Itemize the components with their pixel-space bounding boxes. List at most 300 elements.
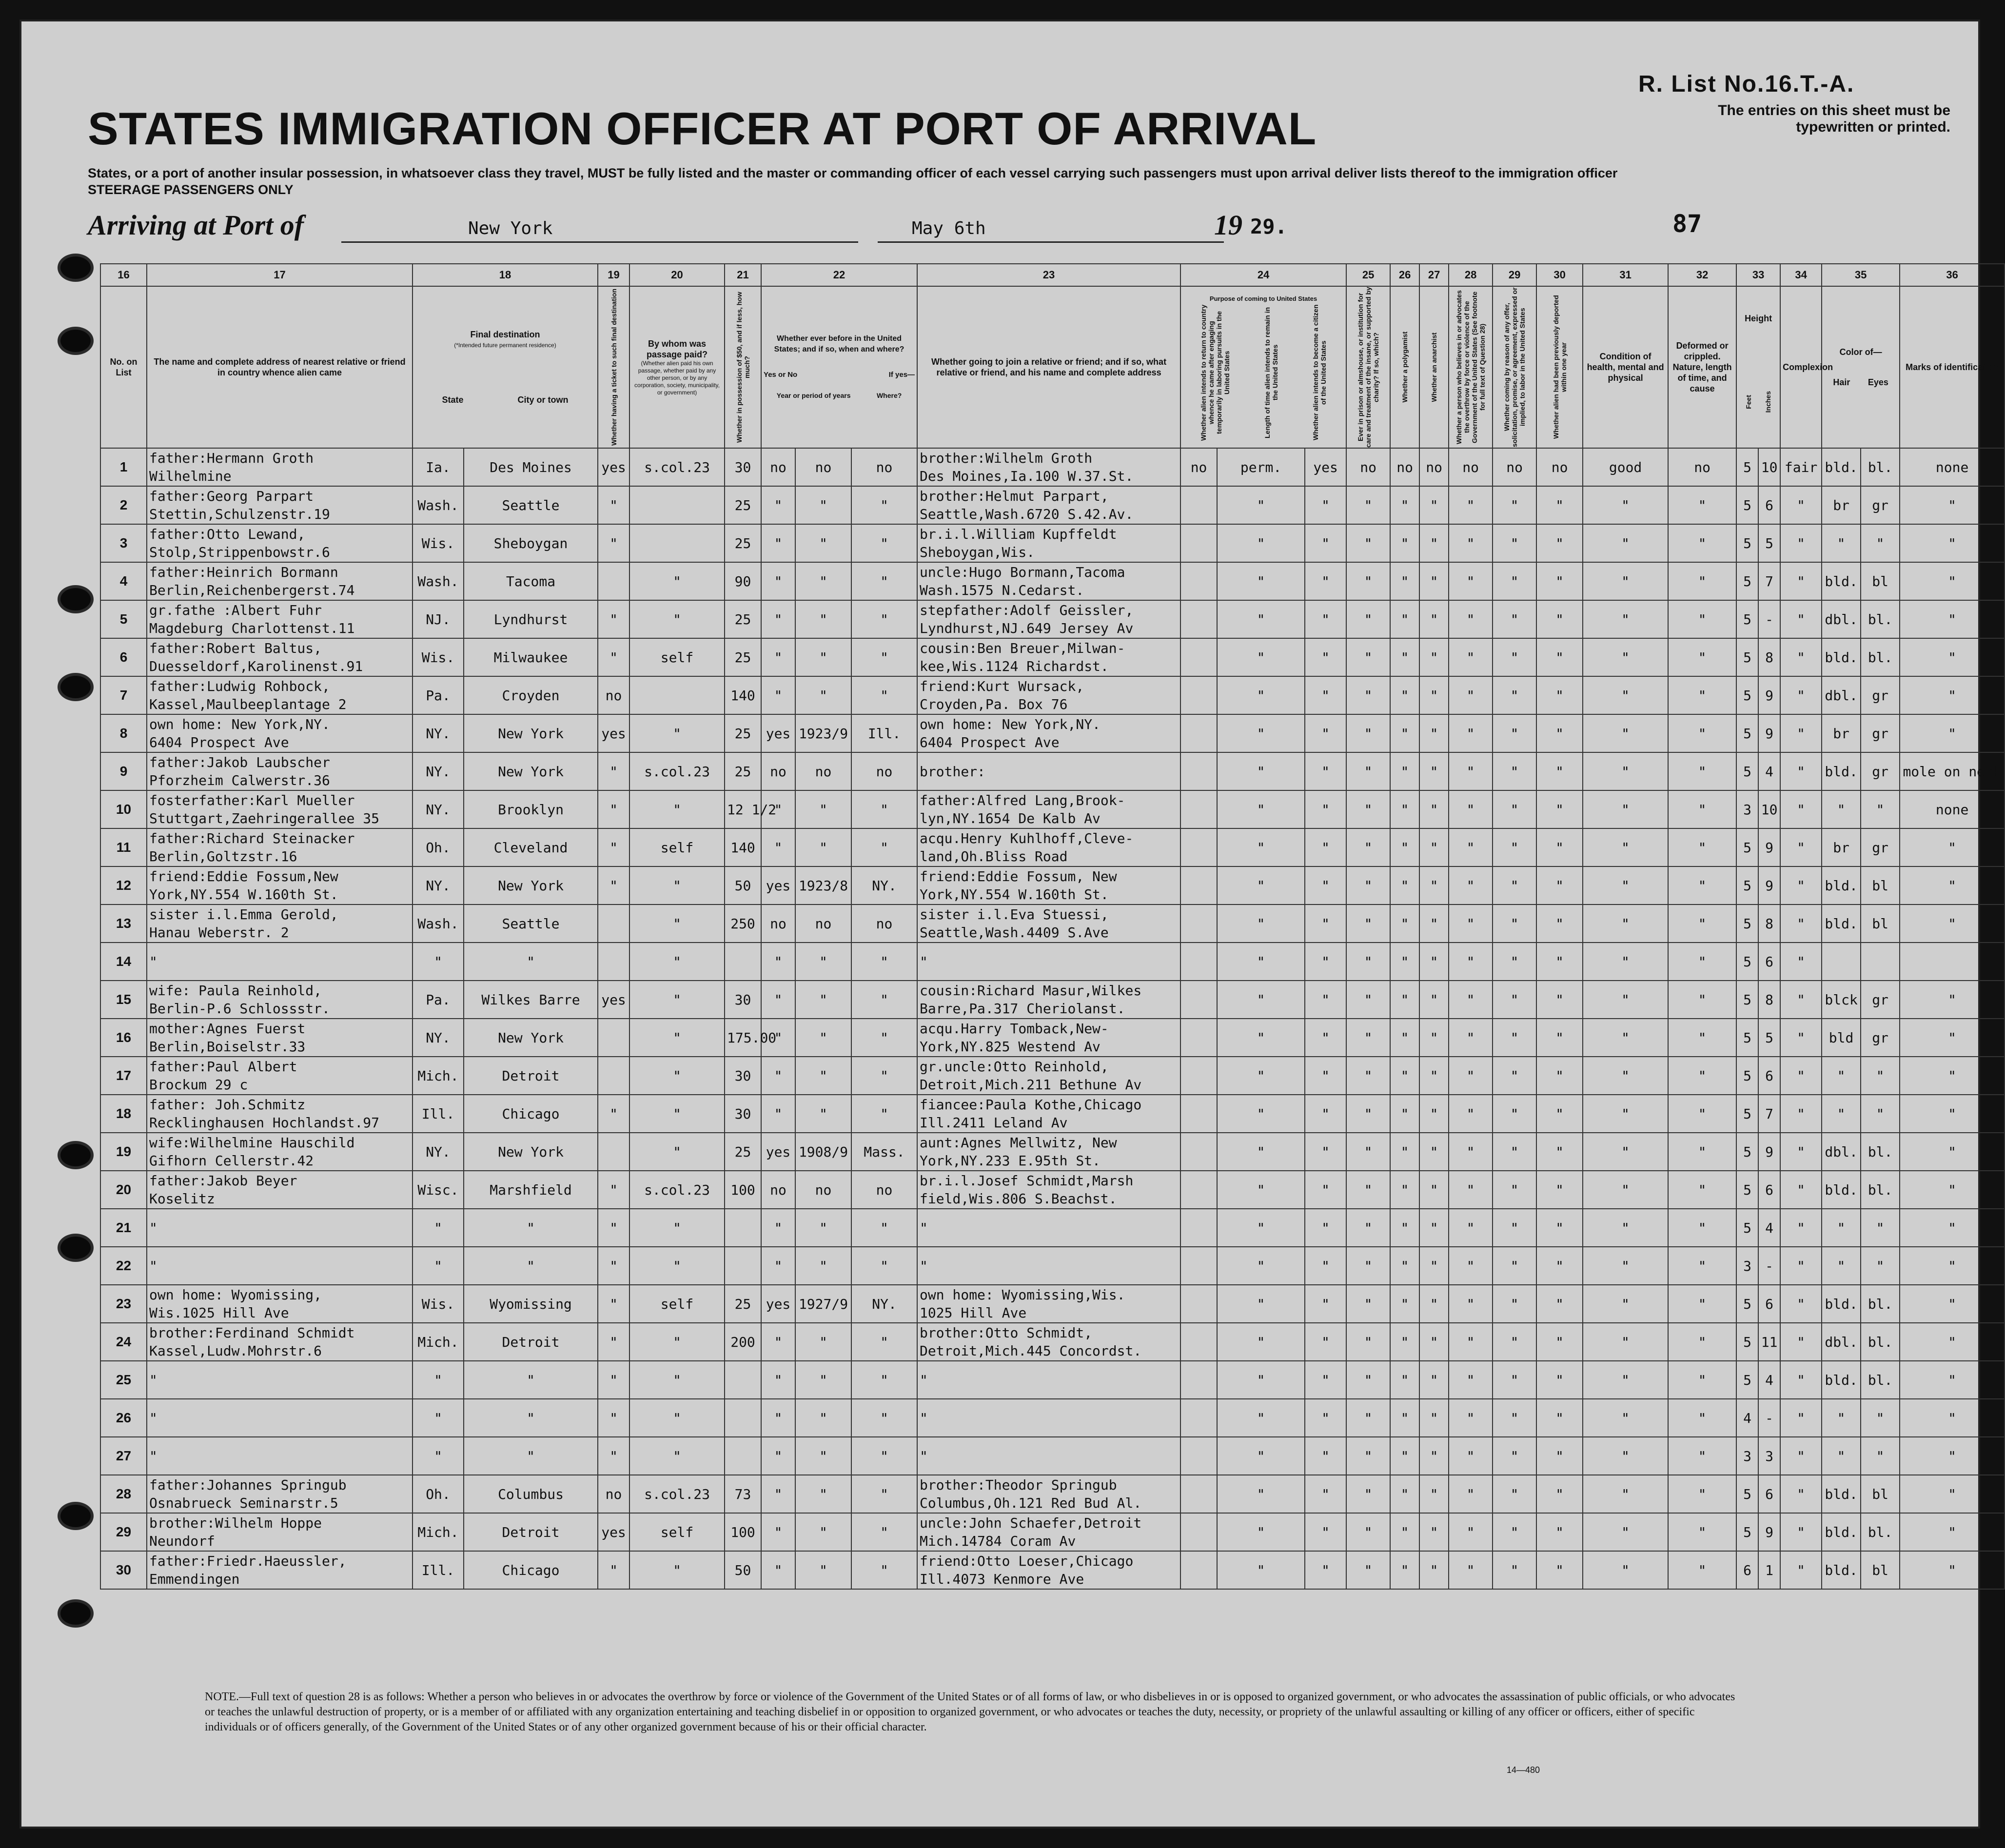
marks-cell: ": [1900, 1209, 2005, 1247]
before-year-cell: ": [795, 1247, 851, 1285]
deformed-cell: ": [1668, 1285, 1736, 1323]
offer-cell: ": [1493, 1323, 1536, 1361]
money-cell: 73: [725, 1475, 761, 1513]
state-cell: ": [413, 1247, 464, 1285]
state-cell: ": [413, 1399, 464, 1437]
offer-cell: ": [1493, 1095, 1536, 1133]
money-cell: [725, 1399, 761, 1437]
prison-cell: ": [1346, 1437, 1390, 1475]
offer-cell: ": [1493, 524, 1536, 562]
polygamist-cell: ": [1390, 904, 1419, 943]
complexion-cell: ": [1780, 486, 1822, 524]
prison-cell: ": [1346, 486, 1390, 524]
prison-cell: ": [1346, 1019, 1390, 1057]
health-cell: ": [1583, 714, 1668, 752]
feet-cell: 5: [1736, 1171, 1758, 1209]
passage-paid-cell: [629, 486, 725, 524]
purpose-length-cell: ": [1217, 790, 1305, 828]
city-cell: New York: [464, 714, 598, 752]
joining-cell-line2: York,NY.554 W.160th St.: [920, 886, 1109, 903]
relative-address-line2: ": [149, 1219, 157, 1236]
passage-paid-cell: ": [629, 1095, 725, 1133]
joining-cell: [917, 600, 1180, 638]
city-cell: ": [464, 1437, 598, 1475]
money-cell: 250: [725, 904, 761, 943]
binder-hole: [58, 327, 94, 355]
state-cell: Oh.: [413, 828, 464, 866]
overthrow-cell: ": [1449, 1285, 1493, 1323]
complexion-cell: ": [1780, 1019, 1822, 1057]
joining-cell-line1: brother:: [920, 763, 985, 780]
money-cell: [725, 1247, 761, 1285]
purpose-citizen-label: Whether alien intends to become a citizen of the United States: [1312, 304, 1328, 441]
polygamist-cell: ": [1390, 866, 1419, 904]
before-year-cell: ": [795, 1209, 851, 1247]
overthrow-cell: ": [1449, 1551, 1493, 1589]
joining-cell: [917, 448, 1180, 486]
deformed-cell: ": [1668, 524, 1736, 562]
ticket-cell: ": [598, 828, 629, 866]
joining-cell-line1: fiancee:Paula Kothe,Chicago: [920, 1097, 1142, 1113]
deformed-cell: ": [1668, 714, 1736, 752]
purpose-citizen-cell: ": [1305, 1513, 1346, 1551]
header-deformed: Deformed or crippled. Nature, length of time, and cause: [1668, 286, 1736, 448]
offer-cell: ": [1493, 1513, 1536, 1551]
purpose-return-cell: [1180, 714, 1217, 752]
hair-cell: br: [1822, 714, 1861, 752]
city-cell: Seattle: [464, 486, 598, 524]
before-year-cell: ": [795, 981, 851, 1019]
deformed-cell: ": [1668, 600, 1736, 638]
row-number: 12: [100, 866, 147, 904]
deformed-cell: ": [1668, 943, 1736, 981]
overthrow-cell: ": [1449, 1513, 1493, 1551]
before-yes-no-cell: ": [761, 1437, 795, 1475]
joining-cell: [917, 828, 1180, 866]
purpose-citizen-cell: ": [1305, 1133, 1346, 1171]
column-number: 18: [413, 264, 598, 286]
offer-cell: ": [1493, 752, 1536, 790]
binder-hole: [58, 585, 94, 613]
complexion-cell: ": [1780, 714, 1822, 752]
ticket-cell: ": [598, 752, 629, 790]
table-row: [100, 1399, 2005, 1437]
inches-cell: -: [1758, 600, 1780, 638]
marks-cell: ": [1900, 1171, 2005, 1209]
relative-address: [147, 1323, 413, 1361]
row-number: 22: [100, 1247, 147, 1285]
purpose-citizen-cell: ": [1305, 1361, 1346, 1399]
row-number: 19: [100, 1133, 147, 1171]
ticket-cell: [598, 943, 629, 981]
health-cell: ": [1583, 600, 1668, 638]
state-cell: Mich.: [413, 1323, 464, 1361]
table-row: [100, 1133, 2005, 1171]
relative-address-line2: ": [149, 953, 157, 970]
hair-cell: br: [1822, 828, 1861, 866]
eyes-cell: bl: [1861, 866, 1900, 904]
anarchist-cell: ": [1419, 600, 1449, 638]
ticket-cell: ": [598, 1551, 629, 1589]
marks-cell: ": [1900, 1285, 2005, 1323]
table-row: [100, 448, 2005, 486]
prison-label: Ever in prison or almshouse, or institution for care and treatment of the insane, or supported by charity? If so, which?: [1356, 287, 1380, 448]
before-where-cell: ": [851, 638, 917, 676]
joining-cell-line2: ": [920, 1258, 928, 1274]
eyes-cell: gr: [1861, 981, 1900, 1019]
polygamist-cell: ": [1390, 524, 1419, 562]
health-cell: ": [1583, 1285, 1668, 1323]
relative-address: [147, 714, 413, 752]
city-cell: Wyomissing: [464, 1285, 598, 1323]
hair-cell: bld.: [1822, 1361, 1861, 1399]
table-row: [100, 1057, 2005, 1095]
before-where-cell: ": [851, 1057, 917, 1095]
offer-cell: ": [1493, 1475, 1536, 1513]
polygamist-cell: ": [1390, 1095, 1419, 1133]
joining-cell-line2: Sheboygan,Wis.: [920, 544, 1035, 560]
purpose-length-cell: ": [1217, 676, 1305, 714]
purpose-length-cell: ": [1217, 904, 1305, 943]
passage-paid-cell: ": [629, 1209, 725, 1247]
joining-cell-line2: land,Oh.Bliss Road: [920, 848, 1068, 865]
money-cell: 25: [725, 1133, 761, 1171]
header-height: [1736, 286, 1780, 448]
joining-cell: [917, 1399, 1180, 1437]
anarchist-cell: ": [1419, 1513, 1449, 1551]
ticket-cell: ": [598, 524, 629, 562]
purpose-citizen-cell: ": [1305, 1019, 1346, 1057]
final-destination-note: (*Intended future permanent residence): [454, 342, 556, 349]
hair-cell: bld.: [1822, 1551, 1861, 1589]
port-value: New York: [468, 218, 553, 238]
joining-cell-line2: Detroit,Mich.211 Bethune Av: [920, 1077, 1142, 1093]
relative-address-line1: father:Hermann Groth: [149, 450, 314, 466]
polygamist-cell: ": [1390, 1475, 1419, 1513]
polygamist-cell: ": [1390, 1323, 1419, 1361]
form-number: 14—480: [1507, 1765, 1540, 1775]
joining-cell: [917, 1057, 1180, 1095]
row-number: 25: [100, 1361, 147, 1399]
health-cell: ": [1583, 866, 1668, 904]
table-row: [100, 943, 2005, 981]
passage-paid-cell: ": [629, 1019, 725, 1057]
polygamist-cell: ": [1390, 1513, 1419, 1551]
header-feet: Feet: [1745, 394, 1753, 409]
relative-address: [147, 1361, 413, 1399]
purpose-length-cell: ": [1217, 866, 1305, 904]
prison-cell: ": [1346, 1171, 1390, 1209]
prison-cell: ": [1346, 676, 1390, 714]
table-row: [100, 1361, 2005, 1399]
row-number: 4: [100, 562, 147, 600]
joining-cell-line1: own home: Wyomissing,Wis.: [920, 1287, 1125, 1303]
header-passage-paid: [629, 286, 725, 448]
table-row: [100, 981, 2005, 1019]
eyes-cell: bl.: [1861, 1513, 1900, 1551]
purpose-return-cell: [1180, 1323, 1217, 1361]
prison-cell: ": [1346, 828, 1390, 866]
health-cell: ": [1583, 1475, 1668, 1513]
joining-cell: [917, 1095, 1180, 1133]
before-year-cell: ": [795, 943, 851, 981]
purpose-length-cell: ": [1217, 1475, 1305, 1513]
marks-cell: none: [1900, 790, 2005, 828]
deported-cell: ": [1536, 981, 1583, 1019]
anarchist-cell: ": [1419, 638, 1449, 676]
before-yes-no-cell: ": [761, 1209, 795, 1247]
anarchist-cell: ": [1419, 1133, 1449, 1171]
prison-cell: ": [1346, 524, 1390, 562]
complexion-cell: ": [1780, 1247, 1822, 1285]
relative-address-line1: father:Otto Lewand,: [149, 526, 306, 542]
city-cell: Chicago: [464, 1095, 598, 1133]
passage-paid-cell: ": [629, 1323, 725, 1361]
joining-cell: [917, 638, 1180, 676]
before-where-cell: ": [851, 1475, 917, 1513]
money-cell: 50: [725, 1551, 761, 1589]
eyes-cell: bl: [1861, 562, 1900, 600]
health-cell: ": [1583, 1133, 1668, 1171]
complexion-cell: ": [1780, 1209, 1822, 1247]
hair-cell: ": [1822, 1247, 1861, 1285]
joining-cell-line2: kee,Wis.1124 Richardst.: [920, 658, 1109, 674]
state-cell: ": [413, 1209, 464, 1247]
anarchist-cell: ": [1419, 1475, 1449, 1513]
deported-cell: ": [1536, 1437, 1583, 1475]
state-cell: Wash.: [413, 486, 464, 524]
anarchist-cell: ": [1419, 1095, 1449, 1133]
money-cell: 25: [725, 638, 761, 676]
hair-cell: ": [1822, 1437, 1861, 1475]
deported-cell: ": [1536, 1475, 1583, 1513]
state-cell: Wis.: [413, 1285, 464, 1323]
joining-cell: [917, 562, 1180, 600]
passage-paid-note: (Whether alien paid his own passage, whether paid by any other person, or by any corporation, society, municipality, or government): [634, 359, 720, 396]
before-year-cell: ": [795, 1551, 851, 1589]
relative-address-line2: Pforzheim Calwerstr.36: [149, 772, 330, 788]
overthrow-cell: ": [1449, 981, 1493, 1019]
city-cell: Milwaukee: [464, 638, 598, 676]
before-where-cell: ": [851, 981, 917, 1019]
complexion-cell: ": [1780, 562, 1822, 600]
purpose-label: Purpose of coming to United States: [1209, 295, 1317, 302]
table-row: [100, 904, 2005, 943]
inches-cell: 6: [1758, 1057, 1780, 1095]
relative-address: [147, 981, 413, 1019]
row-number: 8: [100, 714, 147, 752]
before-yes-no-cell: ": [761, 1057, 795, 1095]
overthrow-cell: ": [1449, 790, 1493, 828]
before-year-cell: ": [795, 1361, 851, 1399]
complexion-cell: ": [1780, 1285, 1822, 1323]
before-yes-no-cell: ": [761, 600, 795, 638]
money-cell: 25: [725, 752, 761, 790]
before-where-cell: ": [851, 1399, 917, 1437]
passage-paid-cell: ": [629, 1437, 725, 1475]
anarchist-cell: ": [1419, 524, 1449, 562]
polygamist-cell: ": [1390, 1247, 1419, 1285]
arriving-label: Arriving at Port of: [88, 209, 304, 241]
binder-hole: [58, 1502, 94, 1530]
relative-address-line1: father: Joh.Schmitz: [149, 1097, 306, 1113]
marks-cell: ": [1900, 828, 2005, 866]
health-cell: ": [1583, 1361, 1668, 1399]
relative-address-line2: Magdeburg Charlottenst.11: [149, 620, 355, 636]
state-cell: Pa.: [413, 981, 464, 1019]
deformed-cell: ": [1668, 1513, 1736, 1551]
polygamist-cell: ": [1390, 1399, 1419, 1437]
polygamist-cell: ": [1390, 562, 1419, 600]
polygamist-cell: ": [1390, 486, 1419, 524]
hair-cell: bld.: [1822, 1475, 1861, 1513]
joining-cell-line2: Seattle,Wash.6720 S.42.Av.: [920, 506, 1134, 522]
binder-hole: [58, 254, 94, 282]
before-year-cell: 1923/8: [795, 866, 851, 904]
table-row: [100, 562, 2005, 600]
polygamist-cell: ": [1390, 981, 1419, 1019]
complexion-cell: ": [1780, 828, 1822, 866]
joining-cell-line1: brother:Theodor Springub: [920, 1477, 1117, 1493]
deformed-cell: ": [1668, 1247, 1736, 1285]
deformed-cell: ": [1668, 1475, 1736, 1513]
purpose-return-cell: [1180, 1551, 1217, 1589]
relative-address: [147, 1247, 413, 1285]
purpose-citizen-cell: ": [1305, 752, 1346, 790]
before-where-cell: ": [851, 943, 917, 981]
hair-cell: ": [1822, 1209, 1861, 1247]
eyes-cell: gr: [1861, 752, 1900, 790]
relative-address-line1: fosterfather:Karl Mueller: [149, 792, 355, 808]
money-cell: 12 1/2: [725, 790, 761, 828]
deformed-cell: ": [1668, 981, 1736, 1019]
polygamist-cell: ": [1390, 1551, 1419, 1589]
joining-cell-line1: brother:Wilhelm Groth: [920, 450, 1093, 466]
binder-hole: [58, 673, 94, 701]
feet-cell: 5: [1736, 1361, 1758, 1399]
deported-cell: ": [1536, 1399, 1583, 1437]
complexion-cell: ": [1780, 1513, 1822, 1551]
eyes-cell: ": [1861, 1209, 1900, 1247]
overthrow-cell: ": [1449, 1361, 1493, 1399]
hair-cell: bld.: [1822, 1171, 1861, 1209]
row-number: 27: [100, 1437, 147, 1475]
overthrow-cell: ": [1449, 752, 1493, 790]
hair-cell: ": [1822, 1095, 1861, 1133]
prison-cell: ": [1346, 1133, 1390, 1171]
overthrow-cell: ": [1449, 1437, 1493, 1475]
before-year-cell: no: [795, 904, 851, 943]
purpose-citizen-cell: ": [1305, 562, 1346, 600]
joining-cell: [917, 1361, 1180, 1399]
relative-address-line1: father:Friedr.Haeussler,: [149, 1553, 347, 1569]
passage-paid-cell: ": [629, 1133, 725, 1171]
prison-cell: ": [1346, 562, 1390, 600]
complexion-cell: ": [1780, 1133, 1822, 1171]
health-cell: ": [1583, 1171, 1668, 1209]
inches-cell: -: [1758, 1247, 1780, 1285]
relative-address-line2: ": [149, 1258, 157, 1274]
ticket-cell: [598, 1133, 629, 1171]
deported-cell: ": [1536, 1133, 1583, 1171]
state-cell: ": [413, 943, 464, 981]
joining-cell-line1: cousin:Ben Breuer,Milwan-: [920, 640, 1125, 656]
header-city: City or town: [517, 395, 569, 405]
money-cell: [725, 1209, 761, 1247]
header-state: State: [442, 395, 464, 405]
purpose-length-cell: ": [1217, 943, 1305, 981]
before-year-cell: ": [795, 1399, 851, 1437]
deported-label: Whether alien had been previously deported within one year: [1552, 295, 1568, 439]
polygamist-cell: ": [1390, 828, 1419, 866]
deported-cell: ": [1536, 1171, 1583, 1209]
overthrow-cell: ": [1449, 562, 1493, 600]
row-number: 24: [100, 1323, 147, 1361]
before-where-cell: no: [851, 752, 917, 790]
row-number: 28: [100, 1475, 147, 1513]
money-label: Whether in possession of $50, and if less, how much?: [735, 292, 751, 443]
before-where-cell: NY.: [851, 866, 917, 904]
header-inches: Inches: [1764, 391, 1772, 413]
polygamist-cell: ": [1390, 1209, 1419, 1247]
overthrow-cell: ": [1449, 1209, 1493, 1247]
ticket-cell: yes: [598, 981, 629, 1019]
joining-cell-line2: lyn,NY.1654 De Kalb Av: [920, 810, 1101, 826]
row-number: 20: [100, 1171, 147, 1209]
ticket-cell: [598, 1019, 629, 1057]
relative-address-line1: mother:Agnes Fuerst: [149, 1021, 306, 1037]
eyes-cell: bl.: [1861, 448, 1900, 486]
eyes-cell: ": [1861, 1399, 1900, 1437]
relative-address: [147, 486, 413, 524]
deported-cell: ": [1536, 562, 1583, 600]
ticket-cell: ": [598, 1285, 629, 1323]
anarchist-cell: ": [1419, 1019, 1449, 1057]
before-yes-no-cell: ": [761, 676, 795, 714]
joining-cell-line1: own home: New York,NY.: [920, 716, 1101, 732]
final-destination-label: Final destination: [470, 330, 540, 339]
joining-cell: [917, 1323, 1180, 1361]
joining-cell: [917, 1551, 1180, 1589]
health-cell: ": [1583, 524, 1668, 562]
city-cell: New York: [464, 1019, 598, 1057]
hair-cell: bld.: [1822, 638, 1861, 676]
before-where-cell: ": [851, 1019, 917, 1057]
column-number: 31: [1583, 264, 1668, 286]
manifest-page: [20, 20, 2002, 1828]
inches-cell: 4: [1758, 1361, 1780, 1399]
purpose-length-label: Length of time alien intends to remain in the United States: [1263, 307, 1279, 438]
before-where-cell: Ill.: [851, 714, 917, 752]
ticket-cell: ": [598, 1323, 629, 1361]
hair-cell: ": [1822, 790, 1861, 828]
ticket-cell: [598, 904, 629, 943]
health-cell: ": [1583, 1057, 1668, 1095]
complexion-cell: ": [1780, 943, 1822, 981]
deported-cell: ": [1536, 1019, 1583, 1057]
relative-address-line1: father:Robert Baltus,: [149, 640, 322, 656]
state-cell: Pa.: [413, 676, 464, 714]
hair-cell: dbl.: [1822, 1323, 1861, 1361]
purpose-return-cell: [1180, 752, 1217, 790]
steerage-label: STEERAGE PASSENGERS ONLY: [88, 182, 294, 197]
offer-cell: ": [1493, 1247, 1536, 1285]
before-where-cell: ": [851, 1551, 917, 1589]
passage-paid-cell: [629, 676, 725, 714]
before-year-cell: ": [795, 676, 851, 714]
city-cell: Cleveland: [464, 828, 598, 866]
inches-cell: 1: [1758, 1551, 1780, 1589]
